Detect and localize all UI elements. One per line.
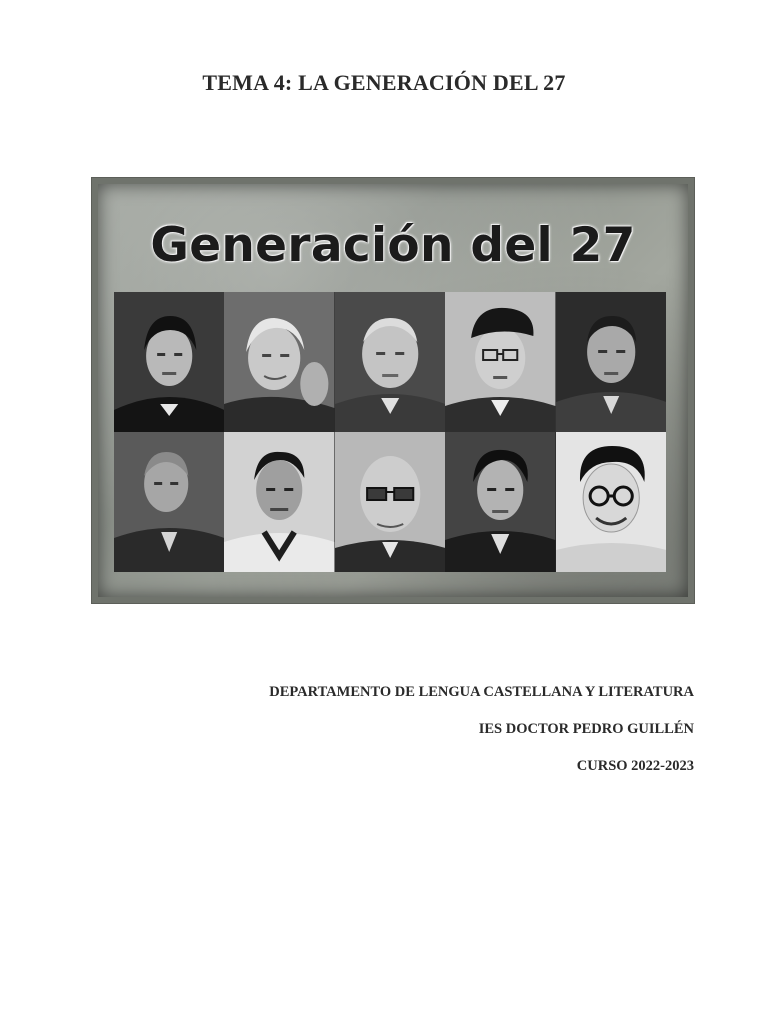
cover-image xyxy=(92,178,694,603)
portrait-photo xyxy=(445,292,555,432)
portrait-photo xyxy=(335,432,445,572)
portrait-photo xyxy=(224,292,334,432)
school-label: IES DOCTOR PEDRO GUILLÉN xyxy=(478,721,694,737)
portrait-photo xyxy=(114,292,224,432)
page-title: TEMA 4: LA GENERACIÓN DEL 27 xyxy=(202,70,566,95)
portrait-photo xyxy=(114,432,224,572)
course-label: CURSO 2022-2023 xyxy=(576,758,694,774)
portrait-photo xyxy=(556,292,666,432)
department-label: DEPARTAMENTO DE LENGUA CASTELLANA Y LITERATURA xyxy=(269,684,694,700)
portrait-photo xyxy=(445,432,555,572)
portrait-grid xyxy=(114,292,666,572)
portrait-photo xyxy=(335,292,445,432)
portrait-photo xyxy=(224,432,334,572)
portrait-photo xyxy=(556,432,666,572)
cover-heading: Generación del 27 xyxy=(150,218,636,273)
